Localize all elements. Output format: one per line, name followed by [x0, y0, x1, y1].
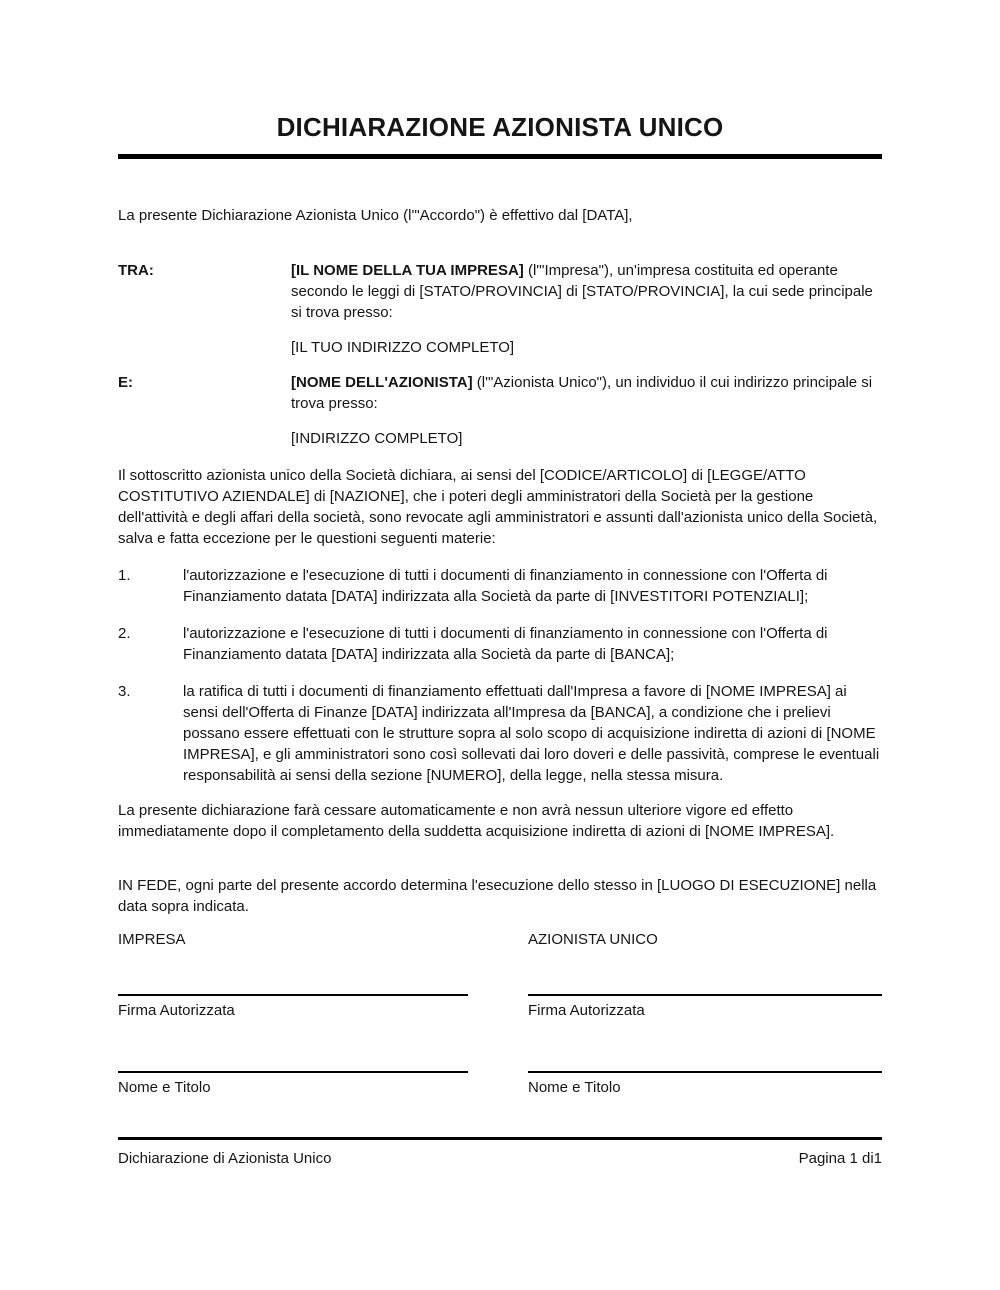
name-title-label: Nome e Titolo — [118, 1079, 211, 1096]
termination-paragraph: La presente dichiarazione farà cessare automaticamente e non avrà nessun ulteriore vigore ed effetto immediatamente dopo il completamento della suddetta acquisizione indiretta di azioni di [NOME IMPRESA]. — [118, 802, 835, 840]
party-description — [291, 372, 882, 414]
party-body-e — [291, 372, 882, 449]
list-item-text: la ratifica di tutti i documenti di finanziamento effettuati dall'Impresa a favore di [NOME IMPRESA] ai sensi dell'Offerta di Finanze [DATA] indirizzata all'Impresa da [BANCA], a condizione che i prelievi possano essere effettuati con le strutture sopra al solo scopo di acquisizione indiretta di azioni di [NOME IMPRESA], e gli amministratori sono così sollevati dai loro doveri e delle passività, comprese le eventuali responsabilità ai sensi della sezione [NUMERO], della legge, nella stessa misura. — [183, 683, 880, 784]
witness-paragraph: IN FEDE, ogni parte del presente accordo determina l'esecuzione dello stesso in [LUOGO DI ESECUZIONE] nella data sopra indicata. — [118, 877, 877, 915]
party-description-text: (l'"Azionista Unico"), un individuo il cui indirizzo principale si trova presso: — [291, 374, 873, 412]
party-name-placeholder: [NOME DELL'AZIONISTA] — [291, 374, 473, 391]
party-body-tra — [291, 260, 882, 358]
party-block-e — [118, 372, 882, 449]
list-item-text: l'autorizzazione e l'esecuzione di tutti i documenti di finanziamento in connessione con l'Offerta di Finanziamento datata [DATA] indirizzata alla Società da parte di [BANCA]; — [183, 625, 828, 663]
party-label-e: E: — [118, 374, 133, 391]
intro-paragraph: La presente Dichiarazione Azionista Unico (l'"Accordo") è effettivo dal [DATA], — [118, 207, 633, 224]
signature-section — [118, 929, 882, 1098]
signature-label: Firma Autorizzata — [528, 1002, 645, 1019]
signature-header-impresa: IMPRESA — [118, 931, 186, 948]
list-item — [118, 681, 882, 786]
title-divider-rule — [118, 154, 882, 159]
party-label-tra: TRA: — [118, 262, 154, 279]
list-item — [118, 565, 882, 607]
list-item-number: 1. — [118, 567, 131, 584]
document-title: DICHIARAZIONE AZIONISTA UNICO — [276, 112, 724, 142]
name-title-label: Nome e Titolo — [528, 1079, 621, 1096]
list-item-text: l'autorizzazione e l'esecuzione di tutti i documenti di finanziamento in connessione con l'Offerta di Finanziamento datata [DATA] indirizzata alla Società da parte di [INVESTITORI POTENZIALI]; — [183, 567, 828, 605]
name-title-line — [118, 1071, 468, 1073]
signature-line — [118, 994, 468, 996]
signature-line — [528, 994, 882, 996]
name-title-line — [528, 1071, 882, 1073]
signature-column-azionista — [528, 929, 882, 1098]
party-name-placeholder: [IL NOME DELLA TUA IMPRESA] — [291, 262, 524, 279]
party-address-placeholder: [IL TUO INDIRIZZO COMPLETO] — [291, 339, 515, 356]
list-item-number: 3. — [118, 683, 131, 700]
declaration-paragraph: Il sottoscritto azionista unico della Società dichiara, ai sensi del [CODICE/ARTICOLO] di [LEGGE/ATTO COSTITUTIVO AZIENDALE] di [NAZIONE], che i poteri degli amministratori della Società per la gestione dell'attività e degli affari della società, sono revocate agli amministratori e assunti dall'azionista unico della Società, salva e fatta eccezione per le questioni seguenti materie: — [118, 467, 878, 547]
party-description-text: (l'"Impresa"), un'impresa costituita ed operante secondo le leggi di [STATO/PROVINCIA] di [STATO/PROVINCIA], la cui sede principale si trova presso: — [291, 262, 873, 321]
numbered-list — [118, 565, 882, 786]
footer-divider-rule — [118, 1137, 882, 1140]
page-footer — [118, 1148, 882, 1169]
list-item-number: 2. — [118, 625, 131, 642]
footer-document-name: Dichiarazione di Azionista Unico — [118, 1150, 332, 1167]
signature-header-azionista: AZIONISTA UNICO — [528, 931, 658, 948]
party-description — [291, 260, 882, 323]
party-address-placeholder: [INDIRIZZO COMPLETO] — [291, 430, 463, 447]
footer-page-number: Pagina 1 di1 — [798, 1150, 882, 1167]
list-item — [118, 623, 882, 665]
party-block-tra — [118, 260, 882, 358]
signature-column-impresa — [118, 929, 468, 1098]
signature-label: Firma Autorizzata — [118, 1002, 235, 1019]
